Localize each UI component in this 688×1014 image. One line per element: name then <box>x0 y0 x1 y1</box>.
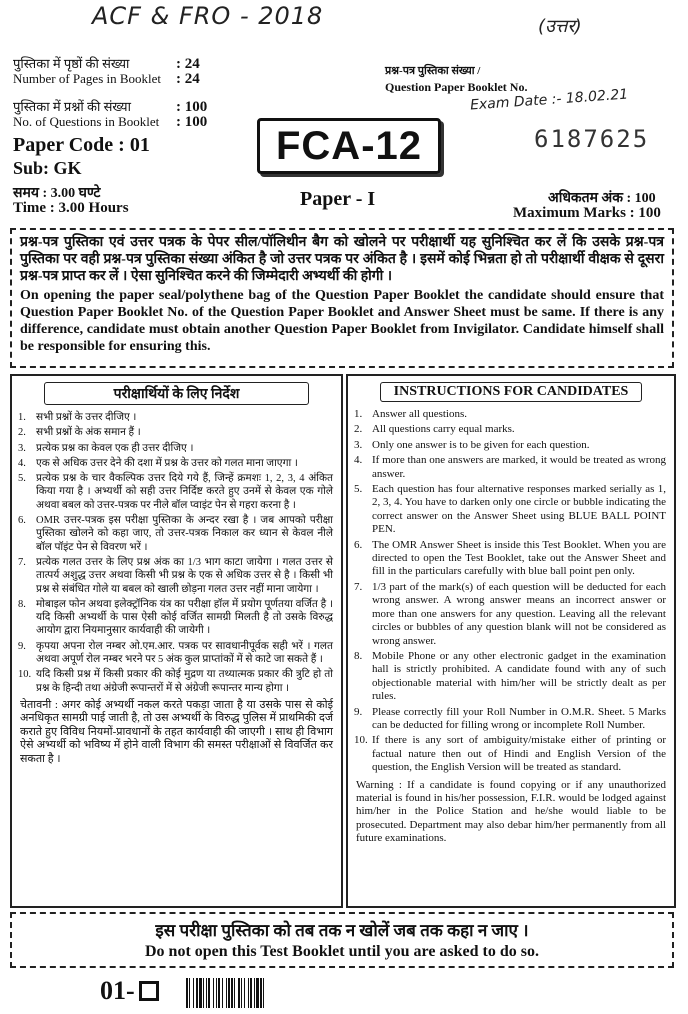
instruction-hindi-item-number: 2. <box>18 427 26 439</box>
questions-label-hi: पुस्तिका में प्रश्नों की संख्या <box>13 99 131 114</box>
instruction-english-item-text: Please correctly fill your Roll Number in O.M.R. Sheet. 5 Marks can be deducted for filling wrong or incomplete Roll Number. <box>372 705 666 731</box>
handwritten-exam-date: Exam Date :- 18.02.21 <box>469 86 629 114</box>
instruction-english-item-number: 5. <box>354 483 363 496</box>
instruction-hindi-item-number: 7. <box>18 556 26 568</box>
instruction-hindi-item-text: सभी प्रश्नों के उत्तर दीजिए । <box>36 412 137 423</box>
seal-notice <box>10 228 674 368</box>
pages-label-hi: पुस्तिका में पृष्ठों की संख्या <box>13 56 130 71</box>
instruction-english-item <box>354 706 666 733</box>
instruction-english-item <box>354 581 666 648</box>
instruction-hindi-item <box>18 472 333 512</box>
instruction-hindi-item-number: 5. <box>18 473 26 485</box>
instruction-hindi-item-number: 6. <box>18 515 26 527</box>
instruction-hindi-item <box>18 442 333 455</box>
do-not-open-english: Do not open this Test Booklet until you are asked to do so. <box>145 943 539 960</box>
instruction-hindi-item <box>18 640 333 667</box>
instruction-hindi-item-text: प्रत्येक गलत उत्तर के लिए प्रश्न अंक का 1/3 भाग काटा जायेगा । गलत उत्तर से तात्पर्य अशुद्ध उत्तर अथवा किसी भी प्रश्न के एक से अधिक उत्तर से है । किसी भी प्रश्न से संबंधित गोले या बबल को खाली छोड़ना गलत उत्तर नहीं माना जायेगा । <box>36 556 333 595</box>
instruction-hindi-item <box>18 556 333 596</box>
instruction-english-item-text: Only one answer is to be given for each question. <box>372 438 590 451</box>
instruction-english-item <box>354 439 666 452</box>
instruction-english-item <box>354 734 666 774</box>
questions-value: : 100 <box>176 99 208 115</box>
instruction-hindi-item <box>18 668 333 695</box>
seal-notice-hindi: प्रश्न-पत्र पुस्तिका एवं उत्तर पत्रक के पेपर सील/पॉलिथीन बैग को खोलने पर परीक्षार्थी यह सुनिश्चित कर लें कि उसके प्रश्न-पत्र पुस्तिका पर वही प्रश्न-पत्र पुस्तिका संख्या अंकित है जो उत्तर पत्रक पर अंकित है । इसमें कोई भिन्नता हो तो परीक्षार्थी वीक्षक से दूसरा प्रश्न-पत्र प्राप्त कर लें । ऐसा सुनिश्चित करने की जिम्मेदारी अभ्यर्थी की होगी । <box>20 235 664 284</box>
instruction-english-item-number: 3. <box>354 438 363 451</box>
instruction-hindi-item-number: 8. <box>18 598 26 610</box>
do-not-open-hindi: इस परीक्षा पुस्तिका को तब तक न खोलें जब तक कहा न जाए । <box>155 921 529 940</box>
instructions-hindi-panel <box>10 374 343 908</box>
instruction-hindi-item-text: एक से अधिक उत्तर देने की दशा में प्रश्न के उत्तर को गलत माना जाएगा । <box>36 457 298 469</box>
series-box-icon <box>139 981 159 1001</box>
instruction-english-item-number: 10. <box>354 734 368 747</box>
pages-label-en: Number of Pages in Booklet <box>13 71 162 86</box>
paper-code-text: FCA-12 <box>275 123 423 168</box>
barcode <box>186 978 350 1008</box>
paper-code: Paper Code : 01 <box>13 134 150 156</box>
instructions-english-list <box>348 408 674 775</box>
paper-number: Paper - I <box>300 188 376 210</box>
instruction-hindi-item <box>18 514 333 554</box>
instruction-english-item <box>354 423 666 436</box>
questions-label-en: No. of Questions in Booklet <box>13 114 160 129</box>
instruction-english-item-text: Mobile Phone or any other electronic gadget in the examination hall is strictly prohibited. A candidate found with any of such objectionable material with him/her will be strictly dealt as per rules. <box>372 649 666 703</box>
instruction-english-item-text: If there is any sort of ambiguity/mistake either of printing or factual nature then out of Hindi and English Version of the question, the English Version will be treated as standard. <box>372 734 666 774</box>
instruction-hindi-item-text: OMR उत्तर-पत्रक इस परीक्षा पुस्तिका के अन्दर रखा है । जब आपको परीक्षा पुस्तिका खोलने को कहा जाए, तो उत्तर-पत्रक निकाल कर ध्यान से केवल नीले बॉल पॉइंट पेन से विवरण भरें । <box>36 515 333 553</box>
time-hi: समय : 3.00 घण्टे <box>13 186 101 201</box>
max-marks-hi: अधिकतम अंक : 100 <box>548 191 656 206</box>
instruction-hindi-item-text: प्रत्येक प्रश्न के चार वैकल्पिक उत्तर दिये गये हैं, जिन्हें क्रमशः 1, 2, 3, 4 अंकित किया गया है । अभ्यर्थी को सही उत्तर निर्दिष्ट करते हुए उनमें से केवल एक गोले अथवा बबल को उत्तर-पत्रक पर नीले बॉल प्वाइंट पेन से गहरा करना है । <box>36 473 333 511</box>
max-marks-en: Maximum Marks : 100 <box>513 205 661 221</box>
series-code-text: 01- <box>100 976 135 1005</box>
instruction-hindi-item <box>18 411 333 424</box>
instruction-english-item-text: 1/3 part of the mark(s) of each question will be deducted for each wrong answer. A wrong answer means an incorrect answer or more than one answers for any question. Leaving all the relevant circles or bubbles of any question blank will not be considered as wrong answer. <box>372 580 666 647</box>
barcode-bar <box>264 978 266 1008</box>
instruction-english-item <box>354 408 666 421</box>
instructions-hindi-list <box>12 411 341 695</box>
handwritten-mark: (उत्तर) <box>538 16 582 37</box>
questions-value-en: : 100 <box>176 114 208 130</box>
warning-hindi: चेतावनी : अगर कोई अभ्यर्थी नकल करते पकड़ा जाता है या उसके पास से कोई अनधिकृत सामग्री पाई जाती है, तो उस अभ्यर्थी के विरुद्ध पुलिस में प्राथमिकी दर्ज कराते हुए विविध नियमों-प्रावधानों के तहत कार्यवाही की जाएगी । साथ ही विभाग ऐसे अभ्यर्थी को भविष्य में होने वाली विभाग की समस्त परीक्षाओं से विवर्जित कर सकता है । <box>20 698 333 765</box>
instruction-english-item-number: 1. <box>354 408 363 420</box>
instruction-hindi-item-number: 1. <box>18 412 26 423</box>
instruction-english-item-text: The OMR Answer Sheet is inside this Test Booklet. When you are directed to open the Test Booklet, take out the Answer Sheet and fill in the particulars carefully with blue ball point pen only. <box>372 538 666 578</box>
instruction-english-item-number: 6. <box>354 538 363 551</box>
instructions-hindi-heading: परीक्षार्थियों के लिए निर्देश <box>44 382 309 405</box>
booklet-number: 6187625 <box>534 125 650 153</box>
instruction-english-item-number: 8. <box>354 649 363 662</box>
instruction-hindi-item-number: 10. <box>18 669 32 681</box>
subject: Sub: GK <box>13 158 82 178</box>
instruction-hindi-item-text: सभी प्रश्नों के अंक समान हैं । <box>36 427 141 439</box>
instruction-english-item <box>354 539 666 579</box>
instruction-english-item-text: All questions carry equal marks. <box>372 423 515 436</box>
instruction-hindi-item <box>18 426 333 439</box>
series-code <box>100 976 159 1006</box>
seal-notice-english: On opening the paper seal/polythene bag of the Question Paper Booklet the candidate should ensure that Question Paper Booklet No. of the Question Paper Booklet and Answer Sheet must be same. If there is any difference, candidate must obtain another Question Paper Booklet from Invigilator. Candidate himself shall be responsible for ensuring this. <box>20 288 664 354</box>
instruction-hindi-item <box>18 598 333 638</box>
instruction-hindi-item-number: 4. <box>18 457 26 469</box>
instruction-english-item-number: 4. <box>354 454 363 467</box>
pages-value-en: : 24 <box>176 71 200 87</box>
instruction-hindi-item-number: 3. <box>18 442 26 454</box>
instruction-english-item-text: Each question has four alternative responses marked serially as 1, 2, 3, 4. You have to darken only one circle or bubble indicating the correct answer on the Answer Sheet using BLUE BALL POINT PEN. <box>372 483 666 536</box>
instruction-hindi-item-text: कृपया अपना रोल नम्बर ओ.एम.आर. पत्रक पर सावधानीपूर्वक सही भरें । गलत अथवा अपूर्ण रोल नम्बर भरने पर 5 अंक कुल प्राप्तांकों में से काटे जा सकते हैं । <box>36 640 333 666</box>
instruction-hindi-item <box>18 457 333 470</box>
booklet-no-label-hi: प्रश्न-पत्र पुस्तिका संख्या / <box>385 65 481 77</box>
paper-code-box <box>257 118 441 174</box>
pages-value: : 24 <box>176 56 200 72</box>
warning-english: Warning : If a candidate is found copying or if any unauthorized material is found in his/her possession, F.I.R. would be lodged against him/her in the Police Station and he/she would liable to be prosecuted. Department may also debar him/her permanently from all future examinations. <box>356 778 666 845</box>
instruction-english-item <box>354 650 666 704</box>
instruction-hindi-item-text: यदि किसी प्रश्न में किसी प्रकार की कोई मुद्रण या तथ्यात्मक प्रकार की त्रुटि हो तो प्रश्न के हिन्दी तथा अंग्रेजी रूपान्तरों में से अंग्रेजी रूपान्तर मान्य होगा । <box>36 669 333 694</box>
instruction-english-item-text: Answer all questions. <box>372 408 468 420</box>
booklet-no-label-en: Question Paper Booklet No. <box>385 80 528 94</box>
instructions-english-heading: INSTRUCTIONS FOR CANDIDATES <box>380 382 643 402</box>
do-not-open-notice <box>10 912 674 968</box>
instruction-english-item <box>354 483 666 537</box>
instruction-hindi-item-number: 9. <box>18 640 26 652</box>
instruction-english-item <box>354 454 666 481</box>
instruction-hindi-item-text: प्रत्येक प्रश्न का केवल एक ही उत्तर दीजिए । <box>36 442 194 454</box>
handwritten-title: ACF & FRO - 2018 <box>92 2 324 30</box>
instructions-english-panel <box>346 374 676 908</box>
instruction-english-item-number: 9. <box>354 705 363 718</box>
instruction-english-item-number: 2. <box>354 423 363 436</box>
instruction-hindi-item-text: मोबाइल फोन अथवा इलेक्ट्रॉनिक यंत्र का परीक्षा हॉल में प्रयोग पूर्णतया वर्जित है । यदि किसी अभ्यर्थी के पास ऐसी कोई वर्जित सामग्री मिलती है तो उसके विरुद्ध आयोग द्वारा नियमानुसार कार्यवाही की जायेगी । <box>36 598 333 637</box>
instruction-english-item-text: If more than one answers are marked, it would be treated as wrong answer. <box>372 454 666 480</box>
time-en: Time : 3.00 Hours <box>13 200 129 216</box>
instruction-english-item-number: 7. <box>354 580 363 593</box>
